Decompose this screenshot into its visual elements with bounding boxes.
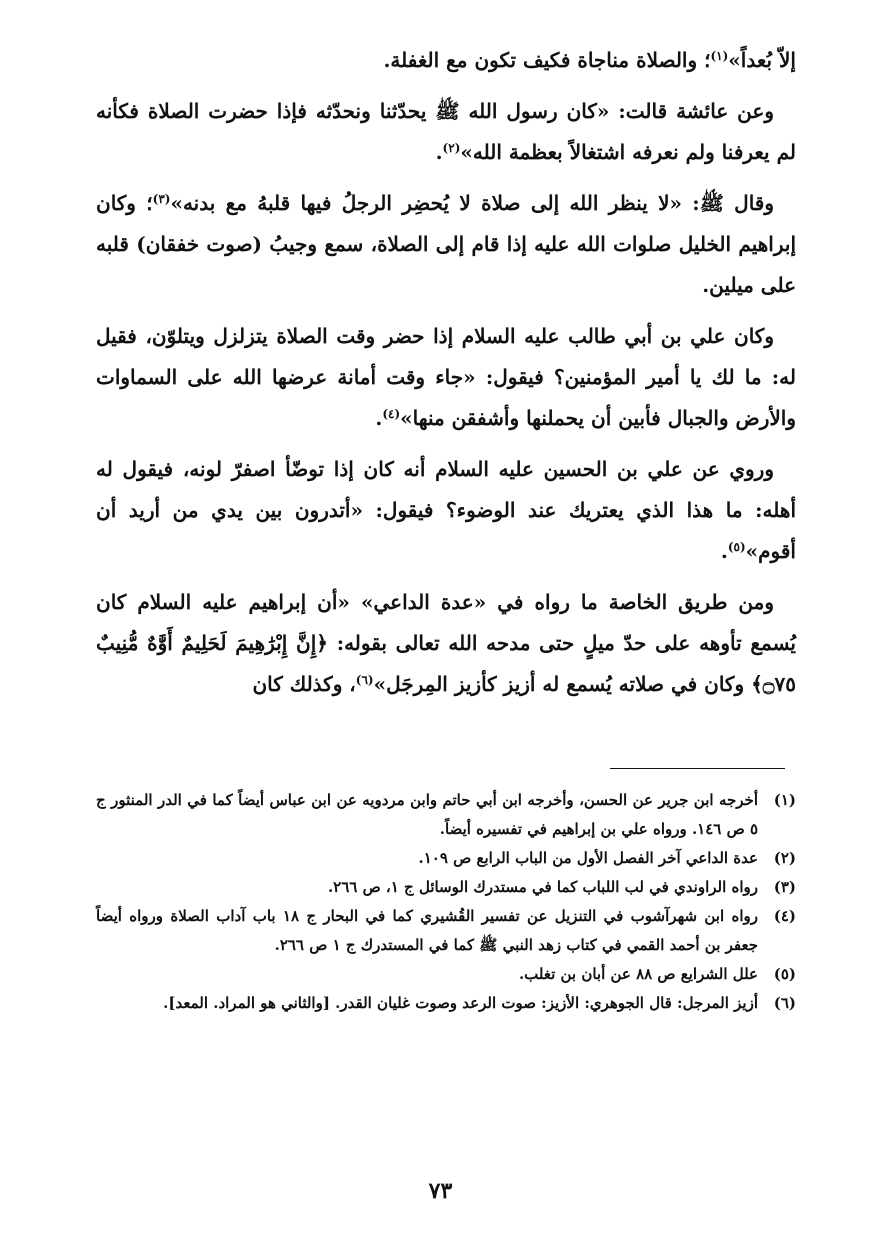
footnote-number: (١) — [773, 791, 796, 809]
paragraph-text: وعن عائشة قالت: «كان رسول الله ﷺ يحدّثنا ونحدّثه فإذا حضرت الصلاة فكأنه لم يعرفنا ولم نعرفه اشتغالاً بعظمة الله» — [96, 99, 796, 164]
footnote-ref: (٣) — [152, 192, 171, 206]
footnote-number: (٥) — [773, 965, 796, 983]
paragraph-text: وقال ﷺ: «لا ينظر الله إلى صلاة لا يُحضِر الرجلُ فيها قلبهُ مع بدنه» — [170, 191, 774, 215]
footnote-item — [96, 873, 796, 902]
footnote-ref: (٥) — [727, 540, 746, 554]
paragraph-text-tail: ؛ والصلاة مناجاة فكيف تكون مع الغفلة. — [383, 48, 711, 72]
footnote-text: أزيز المرجل: قال الجوهري: الأزيز: صوت الرعد وصوت غليان القدر. [والثاني هو المراد. المعد]. — [163, 994, 758, 1012]
paragraph — [96, 316, 796, 439]
paragraph-text: وكان علي بن أبي طالب عليه السلام إذا حضر وقت الصلاة يتزلزل ويتلوّن، فقيل له: ما لك يا أمير المؤمنين؟ فيقول: «جاء وقت أمانة عرضها الله على السماوات والأرض والجبال فأبين أن يحملنها وأشفقن منها» — [96, 324, 796, 430]
footnote-ref: (٤) — [382, 407, 401, 421]
footnote-ref: (٦) — [355, 673, 374, 687]
paragraph-text-tail: . — [435, 140, 443, 164]
footnote-item — [96, 786, 796, 844]
paragraph — [96, 40, 796, 81]
footnote-number: (٢) — [773, 849, 796, 867]
paragraph — [96, 91, 796, 173]
paragraph-text-tail: ؛ وكان إبراهيم الخليل صلوات الله عليه إذا قام إلى الصلاة، سمع وجيبُ (صوت خفقان) قلبه على ميلين. — [96, 191, 796, 297]
footnote-text: علل الشرايع ص ٨٨ عن أبان بن تغلب. — [518, 965, 758, 983]
paragraph-text-tail: . — [375, 406, 383, 430]
footnote-number: (٦) — [773, 994, 796, 1012]
paragraph — [96, 582, 796, 705]
paragraph-text: ومن طريق الخاصة ما رواه في «عدة الداعي» «أن إبراهيم عليه السلام كان يُسمع تأوهه على حدّ ميلٍ حتى مدحه الله تعالى بقوله: ﴿إِنَّ إِبْرَٰهِيمَ لَحَلِيمٌ أَوَّٰهٌ مُّنِيبٌ ۝٧٥﴾ وكان في صلاته يُسمع له أزيز كأزيز المِرجَل» — [96, 590, 796, 696]
footnote-item — [96, 844, 796, 873]
main-text — [96, 40, 796, 705]
page-body — [96, 40, 796, 715]
footnote-item — [96, 960, 796, 989]
footnote-item — [96, 902, 796, 960]
footnotes — [96, 786, 796, 1018]
footnote-text: رواه الراوندي في لب اللباب كما في مستدرك الوسائل ج ١، ص ٢٦٦. — [327, 878, 758, 896]
page-number: ٧٣ — [428, 1178, 453, 1204]
footnote-ref: (٢) — [442, 141, 461, 155]
footnote-number: (٤) — [773, 907, 796, 925]
footnote-number: (٣) — [773, 878, 796, 896]
paragraph — [96, 183, 796, 306]
footnote-ref: (١) — [710, 49, 729, 63]
paragraph-text: إلاّ بُعداً» — [728, 48, 796, 72]
paragraph-text: وروي عن علي بن الحسين عليه السلام أنه كان إذا توضّأ اصفرّ لونه، فيقول له أهله: ما هذا الذي يعتريك عند الوضوء؟ فيقول: «أتدرون بين يدي من أريد أن أقوم» — [96, 457, 796, 563]
paragraph — [96, 449, 796, 572]
footnote-text: عدة الداعي آخر الفصل الأول من الباب الرابع ص ١٠٩. — [418, 849, 758, 867]
paragraph-text-tail: ، وكذلك كان — [252, 672, 356, 696]
footnote-text: أخرجه ابن جرير عن الحسن، وأخرجه ابن أبي حاتم وابن مردويه عن ابن عباس أيضاً كما في الدر المنثور ج ٥ ص ١٤٦. ورواه علي بن إبراهيم في تفسيره أيضاً. — [96, 791, 758, 838]
footnote-item — [96, 989, 796, 1018]
footnote-text: رواه ابن شهرآشوب في التنزيل عن تفسير القُشيري كما في البحار ج ١٨ باب آداب الصلاة ورواه أيضاً جعفر بن أحمد القمي في كتاب زهد النبي ﷺ كما في المستدرك ج ١ ص ٢٦٦. — [96, 907, 758, 954]
paragraph-text-tail: . — [720, 539, 728, 563]
footnote-divider — [610, 768, 785, 769]
